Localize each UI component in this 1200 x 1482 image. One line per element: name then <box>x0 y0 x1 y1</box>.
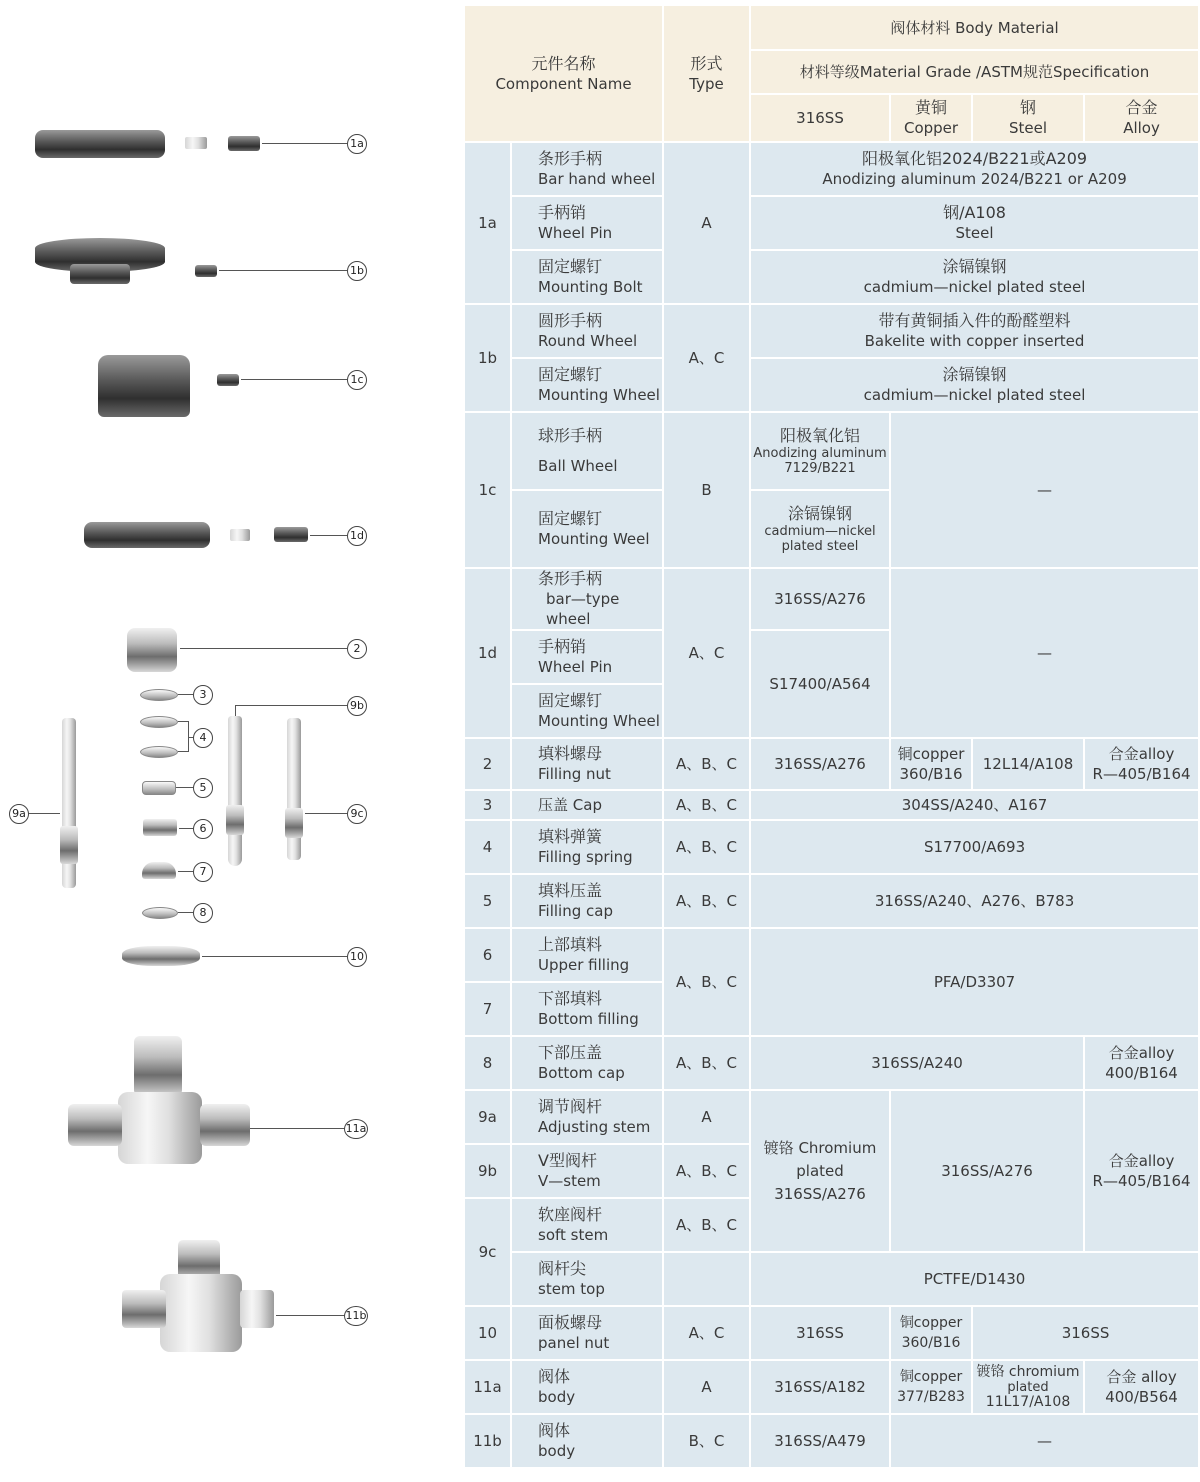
part-name <box>512 1199 662 1251</box>
type-cell: A、B、C <box>664 1145 749 1197</box>
material-cell <box>1085 739 1198 789</box>
part-name-en: body <box>538 1388 576 1406</box>
material-cell: S17700/A693 <box>751 821 1198 873</box>
material-cell: 316SS <box>973 1307 1198 1359</box>
header-text: 黄铜 <box>915 98 948 117</box>
table-row <box>465 359 1198 411</box>
material-cell: 304SS/A240、A167 <box>751 791 1198 819</box>
leader-line <box>310 535 347 536</box>
material-zh: 镀铬 chromium <box>976 1363 1080 1380</box>
material-cell <box>973 1361 1083 1413</box>
type-cell: A、B、C <box>664 739 749 789</box>
material-en: 400/B564 <box>1105 1388 1178 1406</box>
material-en: plated <box>796 1162 844 1180</box>
type-cell-empty <box>664 1253 749 1305</box>
part-name-en: Ball Wheel <box>538 457 618 475</box>
material-en: 11L17/A108 <box>985 1393 1071 1410</box>
exploded-parts-diagram <box>0 0 460 1482</box>
row-number: 5 <box>465 875 510 927</box>
header-col-alloy <box>1085 95 1198 141</box>
header-col-copper <box>891 95 971 141</box>
row-number: 8 <box>465 1037 510 1089</box>
material-cell <box>1085 1361 1198 1413</box>
part-name <box>512 791 662 819</box>
header-type <box>664 6 749 141</box>
material-cell <box>751 197 1198 249</box>
callout-6: 6 <box>193 819 213 839</box>
part-name-zh: 阀杆尖 <box>538 1259 587 1278</box>
leader-line <box>235 705 236 716</box>
material-zh: 涂镉镍钢 <box>942 365 1007 384</box>
material-en: cadmium—nickel plated steel <box>863 278 1086 296</box>
bar-type-handle-illustration <box>84 522 210 548</box>
filling-spring-illustration <box>140 716 178 728</box>
bottom-filling-illustration <box>142 862 176 879</box>
leader-line <box>305 813 347 814</box>
part-name <box>512 739 662 789</box>
part-name-en: Bar hand wheel <box>538 170 656 188</box>
callout-1d: 1d <box>347 526 367 546</box>
soft-stem-illustration <box>287 718 301 860</box>
part-name-zh: 阀体 <box>538 1367 571 1386</box>
type-cell: A <box>664 143 749 303</box>
material-cell: 316SS/A276 <box>751 569 889 629</box>
part-name <box>512 491 662 567</box>
material-cell: 316SS/A240、A276、B783 <box>751 875 1198 927</box>
material-cell <box>1085 1091 1198 1251</box>
part-name-zh: 调节阀杆 <box>538 1097 603 1116</box>
row-number: 10 <box>465 1307 510 1359</box>
header-component-name <box>465 6 662 141</box>
type-cell: A、B、C <box>664 791 749 819</box>
material-zh: 钢/A108 <box>943 203 1006 222</box>
part-name-en: Round Wheel <box>538 332 638 350</box>
type-cell: A、C <box>664 1307 749 1359</box>
material-en: Steel <box>955 224 994 242</box>
material-en: R—405/B164 <box>1092 1172 1191 1190</box>
table-row <box>465 251 1198 303</box>
part-name <box>512 251 662 303</box>
part-name-zh: 上部填料 <box>538 935 603 954</box>
material-cell: S17400/A564 <box>751 631 889 737</box>
round-handle-hub <box>70 264 130 284</box>
callout-9a: 9a <box>9 804 29 824</box>
material-en: 316SS/A276 <box>774 1185 866 1203</box>
type-cell: A <box>664 1361 749 1413</box>
material-en: R—405/B164 <box>1092 765 1191 783</box>
type-cell: A <box>664 1091 749 1143</box>
row-number: 11b <box>465 1415 510 1467</box>
material-cell <box>891 1361 971 1413</box>
filling-nut-illustration <box>127 628 177 672</box>
part-name-zh: 填料压盖 <box>538 881 603 900</box>
material-cell <box>751 413 889 489</box>
material-cell <box>751 143 1198 195</box>
table-row <box>465 1037 1198 1089</box>
valve-body-11a-left-fitting <box>68 1104 122 1146</box>
callout-9b: 9b <box>347 696 367 716</box>
material-en: Anodizing aluminum <box>753 446 887 461</box>
leader-line <box>178 751 188 752</box>
table-row <box>465 143 1198 195</box>
row-number: 1d <box>465 569 510 737</box>
part-name-zh: 条形手柄 <box>538 569 603 588</box>
wheel-pin-illustration <box>185 137 207 149</box>
part-name-en: Mounting Bolt <box>538 278 643 296</box>
part-name-zh: 面板螺母 <box>538 1313 603 1332</box>
material-cell <box>891 739 971 789</box>
part-name-zh: 固定螺钉 <box>538 691 603 710</box>
material-cell: 316SS/A182 <box>751 1361 889 1413</box>
type-cell: A、B、C <box>664 929 749 1035</box>
material-zh: 合金alloy <box>1108 1152 1175 1170</box>
part-name-en: body <box>538 1442 576 1460</box>
type-cell: A、B、C <box>664 875 749 927</box>
part-name <box>512 821 662 873</box>
type-cell: A、B、C <box>664 1037 749 1089</box>
part-name <box>512 569 662 629</box>
leader-line <box>219 270 347 271</box>
material-en: 360/B16 <box>899 765 963 783</box>
v-stem-illustration <box>228 716 242 866</box>
header-text: 合金 <box>1125 98 1158 117</box>
bar-handle-illustration <box>35 130 165 158</box>
material-en: cadmium—nickel plated steel <box>863 386 1086 404</box>
ball-handle-illustration <box>98 355 190 417</box>
part-name-en: Filling nut <box>538 765 611 783</box>
part-name <box>512 305 662 357</box>
part-name-zh: 下部压盖 <box>538 1043 603 1062</box>
material-en: Bakelite with copper inserted <box>864 332 1085 350</box>
material-en: plated steel <box>781 539 859 554</box>
valve-body-11b-left-thread <box>122 1290 166 1328</box>
mounting-bolt-illustration <box>228 136 260 151</box>
part-name-zh: 压盖 <box>538 796 569 814</box>
part-name-zh: 球形手柄 <box>538 426 603 445</box>
material-cell <box>891 1307 971 1359</box>
material-zh: 铜copper <box>897 745 965 763</box>
material-cell <box>751 359 1198 411</box>
leader-line <box>250 1128 347 1129</box>
part-name-en: soft stem <box>538 1226 609 1244</box>
material-cell <box>1085 1037 1198 1089</box>
part-name-en: Mounting Wheel <box>538 712 660 730</box>
part-name <box>512 1415 662 1467</box>
material-cell: 316SS/A276 <box>751 739 889 789</box>
leader-line <box>178 871 193 872</box>
material-zh: 合金alloy <box>1108 1044 1175 1062</box>
row-number: 11a <box>465 1361 510 1413</box>
header-text: Steel <box>1009 119 1048 137</box>
part-name <box>512 359 662 411</box>
part-name-en: Cap <box>572 796 602 814</box>
material-cell-empty: — <box>891 413 1198 567</box>
part-name-en: Bottom cap <box>538 1064 625 1082</box>
table-header <box>465 6 1198 141</box>
part-name-zh: V型阀杆 <box>538 1151 597 1170</box>
part-name <box>512 413 662 489</box>
callout-1a: 1a <box>347 134 367 154</box>
material-en: 360/B16 <box>901 1335 961 1351</box>
part-name-zh: 固定螺钉 <box>538 365 603 384</box>
valve-body-11a-illustration <box>118 1092 202 1164</box>
part-name-zh: 填料螺母 <box>538 744 603 763</box>
adjusting-stem-thread <box>60 826 78 864</box>
table-row <box>465 197 1198 249</box>
type-cell: B <box>664 413 749 567</box>
callout-8: 8 <box>193 903 213 923</box>
row-number: 2 <box>465 739 510 789</box>
mounting-screw-illustration <box>217 374 239 386</box>
filling-spring-illustration <box>140 746 178 758</box>
header-text: 形式 <box>690 53 723 73</box>
material-en: 377/B283 <box>897 1389 965 1405</box>
part-name-en: Mounting Wheel <box>538 386 660 404</box>
material-zh: 镀铬 Chromium <box>763 1139 877 1157</box>
table-row <box>465 1253 1198 1305</box>
table-row <box>465 1307 1198 1359</box>
header-text: 元件名称 <box>531 53 596 73</box>
row-number: 6 <box>465 929 510 981</box>
part-name <box>512 1037 662 1089</box>
row-number: 7 <box>465 983 510 1035</box>
table-row <box>465 569 1198 629</box>
material-specification-table <box>463 4 1200 1469</box>
part-name-en: panel nut <box>538 1334 610 1352</box>
valve-body-11b-illustration <box>160 1274 242 1352</box>
part-name <box>512 1307 662 1359</box>
material-zh: 合金 alloy <box>1106 1368 1177 1386</box>
material-zh: 铜copper <box>899 1315 963 1331</box>
type-cell: A、B、C <box>664 821 749 873</box>
valve-body-11a-right-fitting <box>200 1104 250 1146</box>
header-text: Copper <box>903 119 959 137</box>
row-number: 9a <box>465 1091 510 1143</box>
material-cell <box>751 1091 889 1251</box>
material-en: plated <box>1007 1379 1049 1395</box>
material-cell: 316SS/A276 <box>891 1091 1083 1251</box>
material-zh: 涂镉镍钢 <box>788 504 853 523</box>
row-number: 1c <box>465 413 510 567</box>
filling-cap-illustration <box>142 781 176 795</box>
callout-9c: 9c <box>347 804 367 824</box>
part-name-zh: 软座阀杆 <box>538 1205 603 1224</box>
part-name-en: V—stem <box>538 1172 601 1190</box>
leader-line <box>180 648 347 649</box>
part-name-en: Adjusting stem <box>538 1118 651 1136</box>
part-name-en: Filling spring <box>538 848 633 866</box>
part-name <box>512 143 662 195</box>
part-name-zh: 手柄销 <box>538 637 587 656</box>
part-name-zh: 手柄销 <box>538 203 587 222</box>
part-name-zh: 固定螺钉 <box>538 257 603 276</box>
material-cell: PFA/D3307 <box>751 929 1198 1035</box>
part-name-zh: 下部填料 <box>538 989 603 1008</box>
row-number: 9b <box>465 1145 510 1197</box>
material-cell: 12L14/A108 <box>973 739 1083 789</box>
part-name-en: Filling cap <box>538 902 613 920</box>
mounting-screw-illustration <box>195 265 217 277</box>
table-row <box>465 929 1198 981</box>
valve-body-11b-right-port <box>240 1290 274 1328</box>
part-name-en: Upper filling <box>538 956 630 974</box>
material-zh: 阳极氧化铝 <box>780 426 861 445</box>
leader-line <box>235 705 347 706</box>
material-zh: 带有黄铜插入件的酚醛塑料 <box>878 311 1071 330</box>
mounting-screw-illustration <box>274 527 308 542</box>
material-en: cadmium—nickel <box>764 524 876 539</box>
part-name <box>512 685 662 737</box>
leader-line <box>276 1315 347 1316</box>
material-cell: 316SS/A240 <box>751 1037 1083 1089</box>
material-en: Anodizing aluminum 2024/B221 or A209 <box>822 170 1127 188</box>
leader-line <box>178 912 193 913</box>
header-text: 钢 <box>1020 98 1037 117</box>
part-name-en: bar—type wheel <box>546 590 620 628</box>
leader-line <box>241 379 347 380</box>
table-body <box>465 143 1198 1467</box>
part-name-en: Bottom filling <box>538 1010 639 1028</box>
header-text: Component Name <box>495 74 632 93</box>
part-name-zh: 阀体 <box>538 1421 571 1440</box>
material-en: 400/B164 <box>1105 1064 1178 1082</box>
material-cell <box>751 491 889 567</box>
leader-line <box>179 828 193 829</box>
part-name-en: stem top <box>538 1280 605 1298</box>
material-cell <box>751 305 1198 357</box>
row-number: 4 <box>465 821 510 873</box>
table-row <box>465 413 1198 489</box>
part-name-en: Wheel Pin <box>538 658 613 676</box>
material-zh: 阳极氧化铝2024/B221或A209 <box>861 149 1088 168</box>
type-cell: A、C <box>664 569 749 737</box>
part-name-zh: 条形手柄 <box>538 149 603 168</box>
table-row <box>465 305 1198 357</box>
material-cell-empty: — <box>891 1415 1198 1467</box>
callout-11a: 11a <box>344 1119 368 1139</box>
soft-stem-thread <box>285 808 303 838</box>
material-cell: 316SS <box>751 1307 889 1359</box>
part-name-zh: 固定螺钉 <box>538 509 603 528</box>
bottom-cap-illustration <box>142 907 178 919</box>
header-text: Alloy <box>1123 119 1160 137</box>
part-name <box>512 1361 662 1413</box>
callout-2: 2 <box>347 639 367 659</box>
table-row <box>465 1361 1198 1413</box>
leader-line <box>262 143 347 144</box>
header-grade-spec: 材料等级Material Grade /ASTM规范Specification <box>751 51 1198 93</box>
callout-1c: 1c <box>347 370 367 390</box>
leader-line <box>28 813 60 814</box>
material-zh: 铜copper <box>899 1369 963 1385</box>
header-text: Type <box>689 74 724 93</box>
panel-nut-illustration <box>122 946 200 966</box>
part-name <box>512 197 662 249</box>
callout-7: 7 <box>193 862 213 882</box>
header-body-material: 阀体材料 Body Material <box>751 6 1198 49</box>
row-number: 1b <box>465 305 510 411</box>
callout-3: 3 <box>193 685 213 705</box>
part-name <box>512 1145 662 1197</box>
part-name <box>512 1253 662 1305</box>
part-name-en: Wheel Pin <box>538 224 613 242</box>
part-name-zh: 填料弹簧 <box>538 827 603 846</box>
part-name <box>512 983 662 1035</box>
header-col-steel <box>973 95 1083 141</box>
part-name-en: Mounting Weel <box>538 530 650 548</box>
material-cell <box>751 251 1198 303</box>
row-number: 1a <box>465 143 510 303</box>
callout-4: 4 <box>193 728 213 748</box>
table-row <box>465 1091 1198 1143</box>
part-name <box>512 875 662 927</box>
part-name <box>512 1091 662 1143</box>
valve-body-11a-stem <box>134 1036 182 1096</box>
leader-line <box>178 694 193 695</box>
part-name <box>512 631 662 683</box>
header-col-316ss: 316SS <box>751 95 889 141</box>
material-en: 7129/B221 <box>784 461 856 476</box>
leader-line <box>178 721 188 722</box>
table-row <box>465 821 1198 873</box>
v-stem-thread <box>226 805 244 835</box>
leader-line <box>176 787 193 788</box>
row-number: 3 <box>465 791 510 819</box>
callout-5: 5 <box>193 778 213 798</box>
callout-1b: 1b <box>347 261 367 281</box>
upper-filling-illustration <box>143 819 177 836</box>
material-zh: 涂镉镍钢 <box>942 257 1007 276</box>
type-cell: B、C <box>664 1415 749 1467</box>
part-name <box>512 929 662 981</box>
material-cell: PCTFE/D1430 <box>751 1253 1198 1305</box>
callout-11b: 11b <box>344 1306 368 1326</box>
table-row <box>465 739 1198 789</box>
material-cell: 316SS/A479 <box>751 1415 889 1467</box>
type-cell: A、B、C <box>664 1199 749 1251</box>
callout-10: 10 <box>347 947 367 967</box>
part-name-zh: 圆形手柄 <box>538 311 603 330</box>
cap-illustration <box>140 689 178 701</box>
material-zh: 合金alloy <box>1108 745 1175 763</box>
table-row <box>465 1415 1198 1467</box>
material-cell-empty: — <box>891 569 1198 737</box>
type-cell: A、C <box>664 305 749 411</box>
wheel-pin-illustration <box>230 529 250 541</box>
table-row <box>465 791 1198 819</box>
leader-line <box>202 956 347 957</box>
row-number: 9c <box>465 1199 510 1305</box>
table-row <box>465 875 1198 927</box>
